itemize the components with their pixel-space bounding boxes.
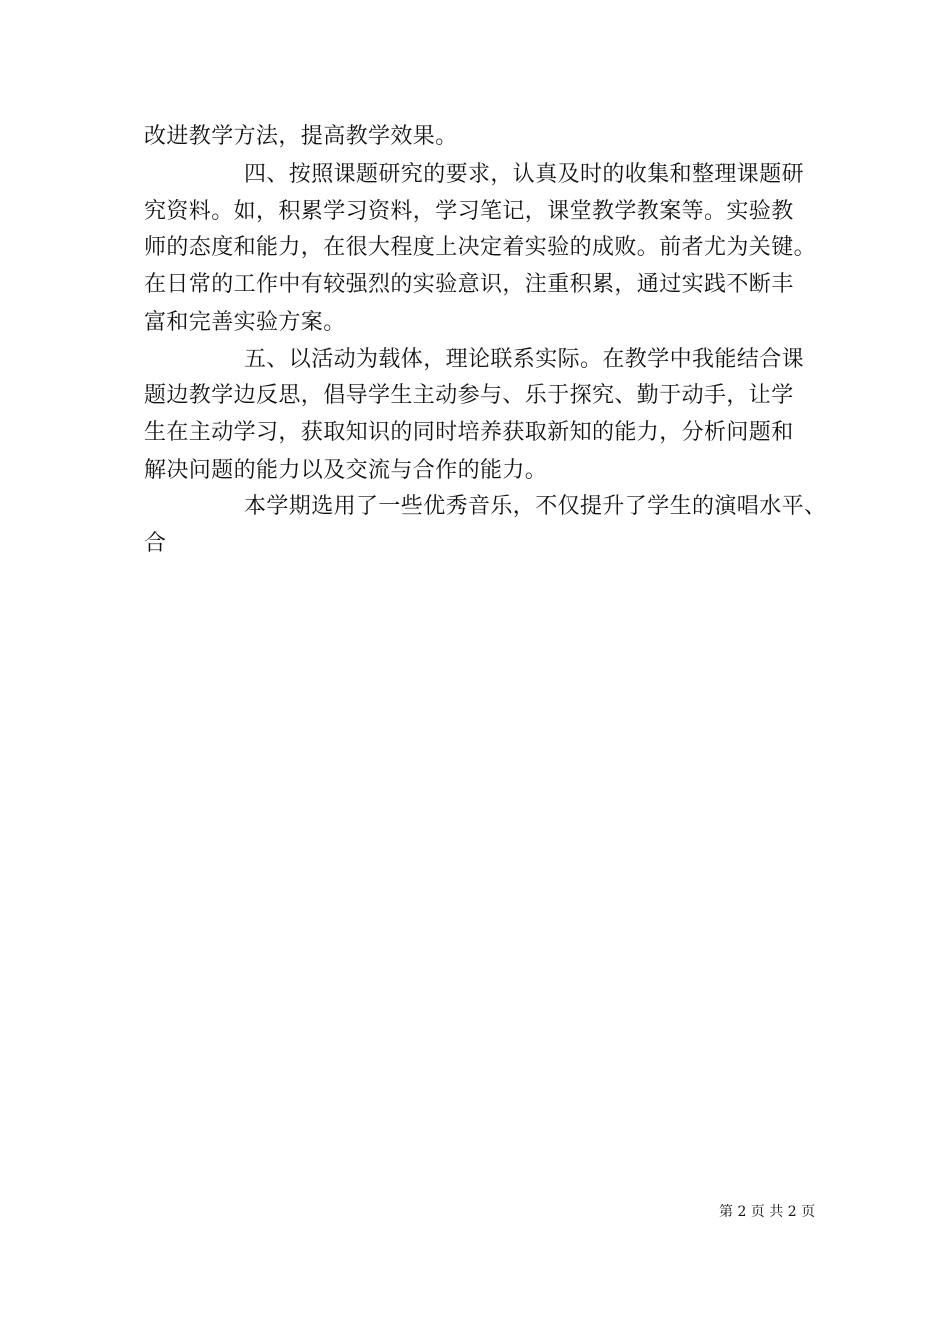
paragraph-line: 究资料。如，积累学习资料，学习笔记，课堂教学教案等。实验教 (144, 199, 794, 224)
paragraph-line: 富和完善实验方案。 (144, 310, 346, 335)
paragraph-line: 改进教学方法，提高教学效果。 (144, 124, 458, 149)
paragraph-line: 本学期选用了一些优秀音乐，不仅提升了学生的演唱水平、 (244, 494, 827, 519)
paragraph-line: 合 (144, 531, 167, 556)
page-number-footer: 第 2 页 共 2 页 (719, 1204, 816, 1220)
paragraph-line: 四、按照课题研究的要求，认真及时的收集和整理课题研 (244, 162, 805, 187)
paragraph-line: 解决问题的能力以及交流与合作的能力。 (144, 458, 548, 483)
paragraph-line: 在日常的工作中有较强烈的实验意识，注重积累，通过实践不断丰 (144, 272, 794, 297)
paragraph-line: 五、以活动为载体，理论联系实际。在教学中我能结合课 (244, 347, 805, 372)
paragraph-line: 题边教学边反思，倡导学生主动参与、乐于探究、勤于动手，让学 (144, 383, 794, 408)
paragraph-line: 生在主动学习，获取知识的同时培养获取新知的能力，分析问题和 (144, 420, 794, 445)
paragraph-line: 师的态度和能力，在很大程度上决定着实验的成败。前者尤为关键。 (144, 235, 817, 260)
